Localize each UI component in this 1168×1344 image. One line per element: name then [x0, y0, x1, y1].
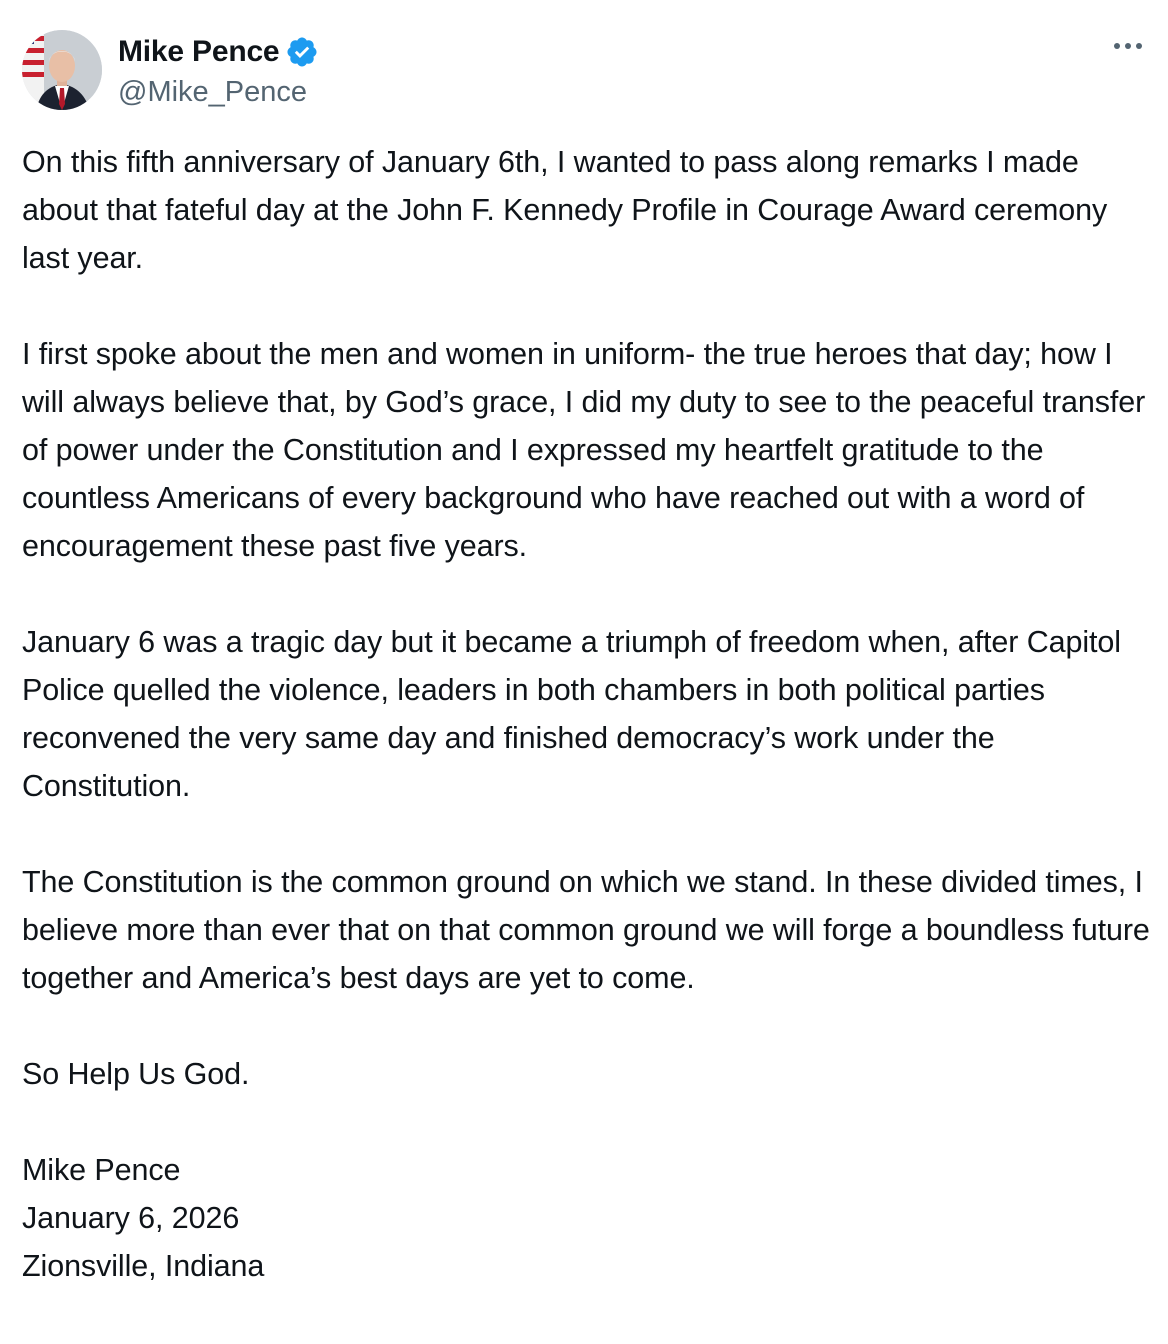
author-block — [118, 32, 319, 112]
signature-date: January 6, 2026 — [22, 1201, 240, 1235]
tweet-paragraph: So Help Us God. — [22, 1057, 250, 1091]
signature-place: Zionsville, Indiana — [22, 1249, 265, 1283]
verified-badge-icon[interactable] — [285, 35, 319, 69]
tweet-header — [22, 30, 1146, 110]
avatar[interactable] — [22, 30, 102, 110]
name-row — [118, 32, 319, 72]
tweet-paragraph: January 6 was a tragic day but it became a triumph of freedom when, after Capitol Police quelled the violence, leaders in both chambers in both political parties reconvened the very same day and finished democracy’s work under the Constitution. — [22, 625, 1121, 803]
tweet-paragraph: I first spoke about the men and women in uniform- the true heroes that day; how I will always believe that, by God’s grace, I did my duty to see to the peaceful transfer of power under the Constitution and I expressed my heartfelt gratitude to the countless Americans of every background who have reached out with a word of encouragement these past five years. — [22, 337, 1146, 563]
profile-photo-icon — [22, 30, 102, 110]
tweet-paragraph: The Constitution is the common ground on which we stand. In these divided times, I believe more than ever that on that common ground we will forge a boundless future together and America’s best days are yet to come. — [22, 865, 1150, 995]
tweet-paragraph: On this fifth anniversary of January 6th, I wanted to pass along remarks I made about that fateful day at the John F. Kennedy Profile in Courage Award ceremony last year. — [22, 145, 1108, 275]
ellipsis-icon[interactable] — [1112, 36, 1144, 56]
display-name[interactable]: Mike Pence — [118, 35, 280, 68]
signature — [22, 1146, 1158, 1290]
signature-name: Mike Pence — [22, 1153, 181, 1187]
user-handle[interactable]: @Mike_Pence — [118, 76, 308, 108]
tweet-text — [22, 138, 1158, 1290]
